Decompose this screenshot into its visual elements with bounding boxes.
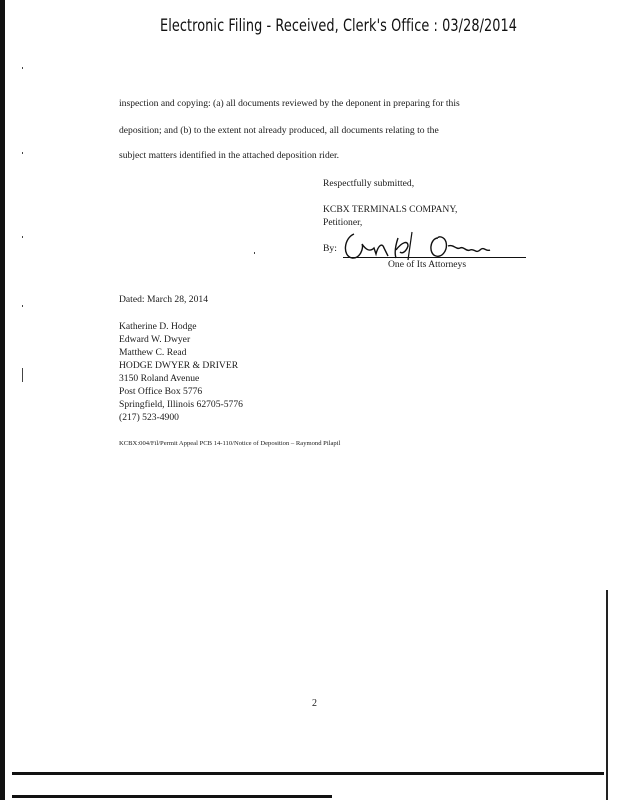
attorney-caption: One of Its Attorneys [388, 259, 467, 270]
scan-speck [22, 152, 23, 154]
scan-speck [22, 236, 23, 238]
firm-city: Springfield, Illinois 62705-5776 [119, 399, 243, 410]
body-line-1: inspection and copying: (a) all documents reviewed by the deponent in preparing for this [119, 98, 460, 109]
petitioner-role: Petitioner, [323, 217, 363, 228]
attorney-line: Katherine D. Hodge [119, 321, 197, 332]
attorney-line: Edward W. Dwyer [119, 334, 191, 345]
page-number: 2 [312, 698, 317, 709]
scan-bottom-rule [12, 772, 604, 775]
dated-line: Dated: March 28, 2014 [119, 294, 208, 305]
body-line-2: deposition; and (b) to the extent not already produced, all documents relating to the [119, 125, 439, 136]
scan-left-edge [0, 0, 5, 800]
closing-text: Respectfully submitted, [323, 178, 415, 189]
company-name: KCBX TERMINALS COMPANY, [323, 204, 458, 215]
file-reference: KCBX:004/Fil/Permit Appeal PCB 14-110/Notice of Deposition – Raymond Pilapil [119, 440, 341, 447]
firm-address: 3150 Roland Avenue [119, 373, 200, 384]
attorney-line: Matthew C. Read [119, 347, 187, 358]
scan-right-edge [606, 590, 608, 800]
firm-phone: (217) 523-4900 [119, 412, 179, 423]
by-label: By: [323, 243, 337, 254]
scan-speck [22, 305, 23, 307]
scan-speck [254, 252, 255, 254]
scan-speck [22, 67, 23, 69]
scan-bottom-rule [12, 795, 332, 798]
firm-po-box: Post Office Box 5776 [119, 386, 203, 397]
scan-speck [22, 368, 23, 382]
signature-line [343, 257, 526, 258]
body-line-3: subject matters identified in the attached deposition rider. [119, 150, 340, 161]
filing-stamp: Electronic Filing - Received, Clerk's Office : 03/28/2014 [160, 16, 518, 35]
firm-name: HODGE DWYER & DRIVER [119, 360, 239, 371]
